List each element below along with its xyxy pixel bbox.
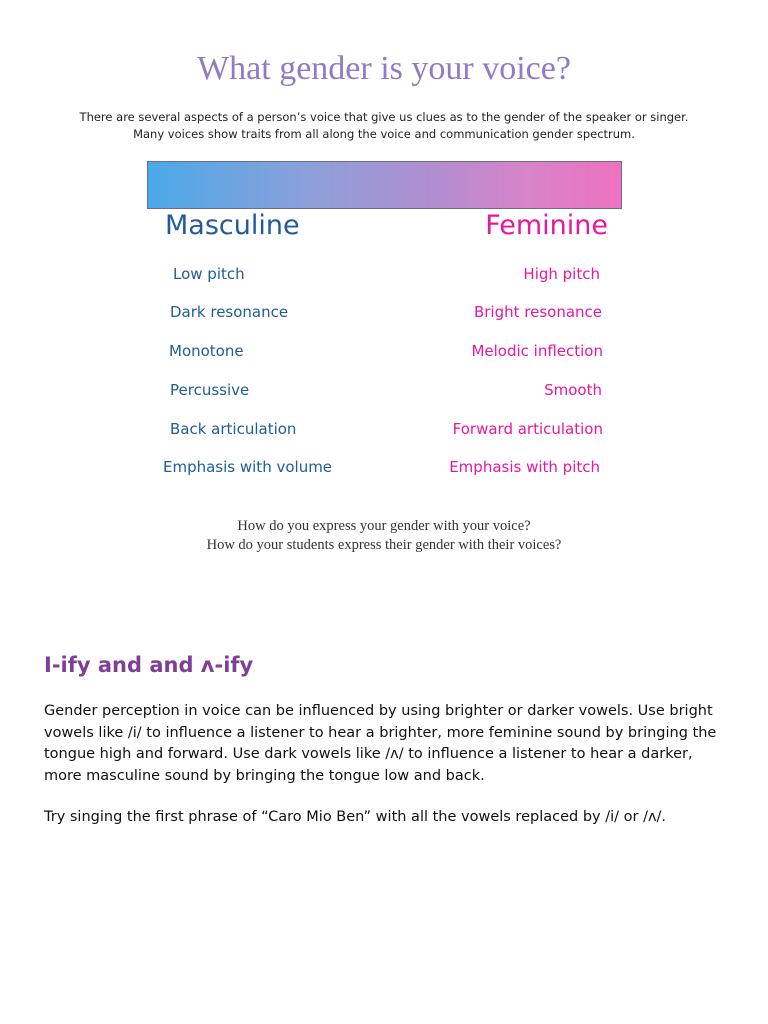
masculine-trait: Emphasis with volume <box>163 458 333 476</box>
intro-text <box>30 109 738 143</box>
body-paragraph-1: Gender perception in voice can be influenced by using brighter or darker vowels. Use bright vowels like /i/ to influence a listener to hear a brighter, more feminine sound by bringing the tongue high and forward. Use dark vowels like /ʌ/ to influence a listener to hear a darker, more masculine sound by bringing the tongue low and back. <box>44 703 717 784</box>
masculine-heading: Masculine <box>165 210 300 241</box>
masculine-trait: Dark resonance <box>170 303 289 321</box>
masculine-trait: Percussive <box>170 381 250 399</box>
gender-spectrum-gradient-bar <box>147 161 622 209</box>
page-title: What gender is your voice? <box>197 50 571 87</box>
feminine-trait: High pitch <box>523 265 600 283</box>
question-2: How do your students express their gender with their voices? <box>206 537 562 553</box>
section-body <box>44 701 734 849</box>
section-heading: I-ify and and ʌ-ify <box>44 653 254 677</box>
feminine-trait: Forward articulation <box>452 420 603 438</box>
masculine-trait: Low pitch <box>173 265 245 283</box>
masculine-trait: Monotone <box>169 342 244 360</box>
feminine-trait: Bright resonance <box>473 303 602 321</box>
intro-line-2: Many voices show traits from all along the voice and communication gender spectrum. <box>133 127 635 141</box>
feminine-heading: Feminine <box>485 210 608 241</box>
reflection-questions <box>0 517 768 555</box>
question-1: How do you express your gender with your voice? <box>237 518 531 534</box>
feminine-trait: Smooth <box>544 381 602 399</box>
intro-line-1: There are several aspects of a person’s voice that give us clues as to the gender of the speaker or singer. <box>79 110 689 124</box>
feminine-trait: Emphasis with pitch <box>449 458 600 476</box>
body-paragraph-2: Try singing the first phrase of “Caro Mio Ben” with all the vowels replaced by /i/ or /ʌ/. <box>44 809 667 826</box>
feminine-trait: Melodic inflection <box>471 342 603 360</box>
masculine-trait: Back articulation <box>170 420 297 438</box>
